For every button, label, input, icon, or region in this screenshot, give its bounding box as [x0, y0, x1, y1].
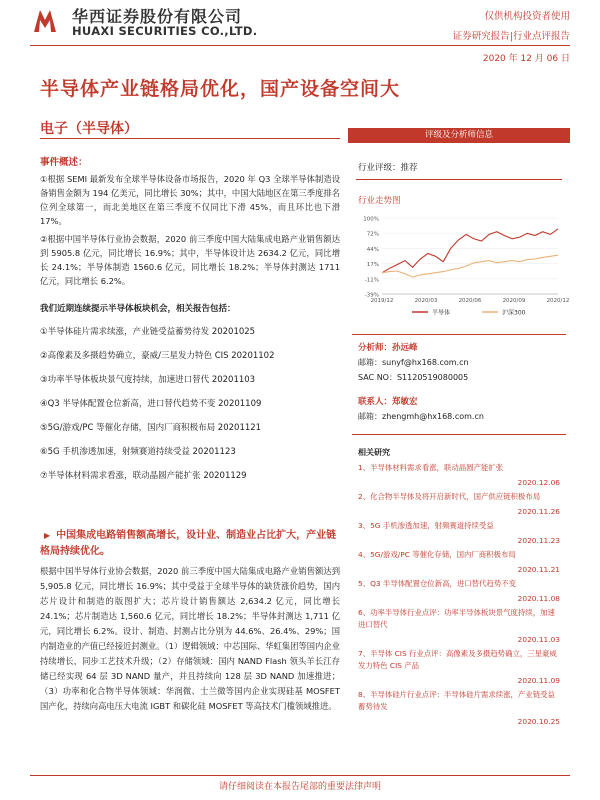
header-divider — [30, 45, 570, 46]
recent-report-item: ⑤5G/游戏/PC 等催化存储，国内厂商积极布局 20201121 — [40, 423, 262, 433]
related-research-item[interactable]: 4、5G/游戏/PC 等催化存储，国内厂商积极布局 — [358, 550, 516, 559]
report-date: 2020 年 12 月 06 日 — [482, 54, 570, 64]
related-research-item[interactable]: 7、半导体 CIS 行业点评：高像素及多摄趋势确立，三星豪威发力特色 CIS 产品 — [358, 649, 557, 670]
analyst-email: 邮箱：sunyf@hx168.com.cn — [358, 358, 469, 367]
highlight-paragraph: 根据中国半导体行业协会数据，2020 前三季度中国大陆集成电路产业销售额达到 5,905.8 亿元，同比增长 16.9%；其中受益于全球半导体的缺货涨价趋势，国内芯片设计和制造的版图扩大；芯片设计销售额达 2,634.2 亿元，同比增长 24.1%；芯片制造达 1,560.6 亿元，同比增长 18.2%；半导体封测达 1,711 亿元，同比增长 6.2%。设计、制造、封测占比分别为 44.6%、26.4%、29%；国内制造业的产值已经接近封测业。（1）逻辑领域：中芯国际、华虹集团等国内企业持续增长，同步工艺技术升级；（2）存储领域：国内 NAND Flash 领头羊长江存储已经实现 64 层 3D NAND 量产，并且持续向 128 层 3D NAND 加速推进；（3）功率和化合物半导体领域：华润微、士兰微等国内企业实现硅基 MOSFET 国产化，持续向高电压大电流 IGBT 和碳化硅 MOSFET 等高技术门槛领域推进。 — [40, 566, 340, 711]
sac-number: SAC NO：S1120519080005 — [358, 373, 469, 382]
chart-x-tick-label: 2020/03 — [414, 298, 438, 304]
chart-x-tick-label: 2020/06 — [458, 298, 482, 304]
trend-title: 行业走势图 — [358, 196, 401, 206]
recent-report-item: ①半导体硅片需求续涨，产业链受益蓄势待发 20201025 — [40, 327, 256, 337]
contact-email: 邮箱：zhengmh@hx168.com.cn — [358, 412, 484, 421]
chart-legend-label: 沪深300 — [502, 309, 526, 317]
event-paragraph: ②根据中国半导体行业协会数据，2020 前三季度中国大陆集成电路产业销售额达到 5905.8 亿元，同比增长 16.9%；其中，半导体设计达 2634.2 亿元，同比增长 24.1%；半导体制造 1560.6 亿元，同比增长 18.2%；半导体封测达 1711 亿元，同比增长 6.2%。 — [40, 234, 340, 286]
recent-reports-heading: 我们近期连续提示半导体板块机会，相关报告包括： — [40, 304, 236, 314]
highlight-section — [40, 528, 340, 714]
related-research-list — [348, 462, 570, 726]
chart-y-tick-label: 72% — [366, 231, 379, 238]
chart-x-tick-label: 2020/09 — [502, 298, 526, 304]
chart-y-tick-label: 44% — [366, 246, 379, 253]
sector-label: 电子（半导体） — [40, 121, 138, 137]
related-research-heading: 相关研究 — [358, 448, 390, 457]
report-header — [0, 0, 600, 62]
trend-chart — [352, 212, 570, 322]
company-name-cn: 华西证券股份有限公司 — [72, 7, 243, 26]
related-research-date: 2020.11.21 — [517, 565, 560, 574]
related-research-item[interactable]: 2、化合物半导体及将开启新时代，国产供应链积极布局 — [358, 492, 541, 501]
sidebar-divider — [352, 334, 566, 335]
sidebar-header: 评级及分析师信息 — [348, 128, 570, 143]
legal-notice: 请仔细阅读在本报告尾部的重要法律声明 — [218, 782, 381, 792]
recent-report-item: ③功率半导体板块景气度持续，加速进口替代 20201103 — [40, 375, 256, 385]
page-title: 半导体产业链格局优化，国产设备空间大 — [40, 78, 401, 100]
industry-rating: 行业评级：推荐 — [358, 163, 418, 173]
related-research-date: 2020.11.03 — [517, 635, 560, 644]
audience-note: 仅供机构投资者使用 — [484, 11, 570, 22]
related-research-item[interactable]: 8、半导体硅片行业点评：半导体硅片需求续涨，产业链受益蓄势待发 — [358, 690, 555, 711]
recent-report-item: ④Q3 半导体配置仓位新高，进口替代趋势不变 20201109 — [40, 399, 262, 409]
chart-series-line — [382, 255, 558, 277]
trend-chart-svg — [352, 212, 570, 322]
highlight-title-text: 中国集成电路销售额高增长，设计业、制造业占比扩大，产业链格局持续优化。 — [40, 530, 337, 557]
event-section — [40, 150, 340, 482]
related-research-item[interactable]: 5、Q3 半导体配置仓位新高，进口替代趋势不变 — [358, 579, 516, 588]
related-research-item[interactable]: 6、功率半导体行业点评：功率半导体板块景气度持续，加速进口替代 — [358, 608, 555, 629]
chart-x-tick-label: 2020/12 — [546, 298, 570, 304]
related-research-date: 2020.12.06 — [517, 478, 560, 487]
event-paragraph: ①根据 SEMI 最新发布全球半导体设备市场报告，2020 年 Q3 全球半导体制造设备销售金额为 194 亿美元，同比增长 30%；其中，中国大陆地区在第三季度排名位列全球第一，而北美地区在第三季度不仅同比下滑 45%，而且环比也下滑 17%。 — [40, 174, 340, 226]
contact-name: 联系人：郑敏宏 — [358, 397, 418, 407]
event-heading: 事件概述： — [40, 157, 88, 168]
rating-divider — [356, 179, 562, 180]
chart-y-tick-label: 100% — [363, 216, 379, 223]
sidebar — [348, 128, 570, 726]
analyst-name: 分析师：孙远峰 — [358, 343, 418, 353]
chart-y-tick-label: 17% — [366, 262, 379, 269]
related-research-item[interactable]: 1、半导体材料需求看涨，联动晶圆产能扩张 — [358, 463, 504, 472]
chart-y-tick-label: -11% — [364, 277, 379, 284]
huaxi-logo-icon — [30, 6, 60, 36]
related-research-date: 2020.11.26 — [517, 507, 560, 516]
recent-report-item: ⑥5G 手机渗透加速，射频赛道持续受益 20201123 — [40, 447, 236, 457]
chart-x-tick-label: 2019/12 — [370, 298, 394, 304]
recent-report-item: ⑦半导体材料需求看涨，联动晶圆产能扩张 20201129 — [40, 471, 247, 481]
sidebar-divider — [352, 434, 566, 435]
related-research-date: 2020.11.23 — [517, 536, 560, 545]
chart-legend-label: 半导体 — [432, 309, 451, 317]
report-type: 证券研究报告|行业点评报告 — [452, 31, 570, 42]
related-research-date: 2020.10.25 — [517, 717, 560, 726]
chart-y-tick-label: -39% — [364, 292, 379, 299]
related-research-item[interactable]: 3、5G 手机渗透加速，射频赛道持续受益 — [358, 521, 494, 530]
chart-series-line — [382, 229, 558, 273]
sector-divider — [40, 138, 340, 139]
footer-divider — [30, 775, 570, 776]
related-research-date: 2020.11.08 — [517, 594, 560, 603]
company-name-en: HUAXI SECURITIES CO.,LTD. — [72, 24, 258, 38]
triangle-bullet-icon: ▶ — [44, 531, 51, 540]
highlight-title — [40, 528, 340, 560]
related-research-date: 2020.11.09 — [517, 676, 560, 685]
recent-report-item: ②高像素及多摄趋势确立，豪威/三星发力特色 CIS 20201102 — [40, 351, 275, 361]
